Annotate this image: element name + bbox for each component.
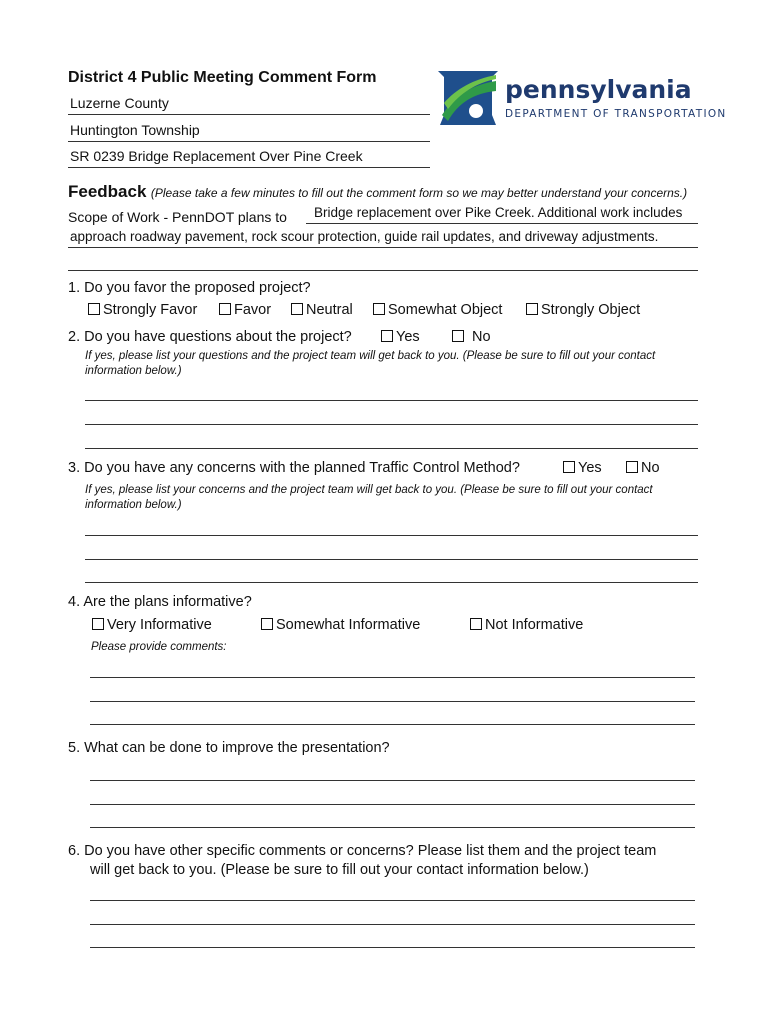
option-label: Neutral <box>306 302 353 318</box>
scope-label: Scope of Work - PennDOT plans to <box>68 209 287 225</box>
answer-line[interactable] <box>90 780 695 781</box>
q2-option-yes[interactable] <box>381 329 420 345</box>
divider <box>68 114 430 115</box>
checkbox-icon[interactable] <box>261 618 273 630</box>
q1-option-strongly-object[interactable] <box>526 302 640 318</box>
q3-option-no[interactable] <box>626 460 660 476</box>
q1-option-somewhat-object[interactable] <box>373 302 502 318</box>
checkbox-icon[interactable] <box>92 618 104 630</box>
answer-line[interactable] <box>90 804 695 805</box>
option-label: Strongly Object <box>541 302 641 318</box>
scope-field-line1[interactable]: Bridge replacement over Pike Creek. Additional work includes <box>314 205 683 220</box>
county-field[interactable]: Luzerne County <box>70 95 169 111</box>
checkbox-icon[interactable] <box>88 303 100 315</box>
question-6-line2: will get back to you. (Please be sure to fill out your contact information below.) <box>90 862 589 878</box>
question-2: 2. Do you have questions about the project? <box>68 329 352 345</box>
q4-option-very-informative[interactable] <box>92 617 212 633</box>
q2-note: If yes, please list your questions and the project team will get back to you. (Please be sure to fill out your contact information below.) <box>85 350 656 377</box>
feedback-heading <box>68 182 687 202</box>
q3-note: If yes, please list your concerns and the project team will get back to you. (Please be sure to fill out your contact information below.) <box>85 484 653 511</box>
answer-line[interactable] <box>85 448 698 449</box>
answer-line[interactable] <box>90 701 695 702</box>
option-label: Strongly Favor <box>103 302 198 318</box>
option-label: Yes <box>396 329 420 345</box>
option-label: Very Informative <box>107 617 212 633</box>
answer-line[interactable] <box>90 924 695 925</box>
q4-note: Please provide comments: <box>91 641 227 653</box>
option-label: No <box>641 460 660 476</box>
checkbox-icon[interactable] <box>563 461 575 473</box>
option-label: Not Informative <box>485 617 584 633</box>
q4-option-somewhat-informative[interactable] <box>261 617 420 633</box>
divider <box>68 141 430 142</box>
answer-line[interactable] <box>90 724 695 725</box>
answer-line[interactable] <box>85 400 698 401</box>
feedback-label: Feedback <box>68 182 147 201</box>
answer-line[interactable] <box>68 270 698 271</box>
scope-field-line2[interactable]: approach roadway pavement, rock scour protection, guide rail updates, and driveway adjustments. <box>70 229 659 244</box>
project-field[interactable]: SR 0239 Bridge Replacement Over Pine Creek <box>70 148 363 164</box>
answer-line[interactable] <box>85 582 698 583</box>
divider <box>306 223 698 224</box>
checkbox-icon[interactable] <box>291 303 303 315</box>
answer-line[interactable] <box>90 900 695 901</box>
option-label: Somewhat Object <box>388 302 503 318</box>
question-3: 3. Do you have any concerns with the planned Traffic Control Method? <box>68 460 520 476</box>
answer-line[interactable] <box>90 827 695 828</box>
checkbox-icon[interactable] <box>452 330 464 342</box>
option-label: Somewhat Informative <box>276 617 421 633</box>
option-label: No <box>472 329 491 345</box>
question-5: 5. What can be done to improve the presentation? <box>68 740 390 756</box>
checkbox-icon[interactable] <box>381 330 393 342</box>
keystone-logo-icon <box>436 67 500 127</box>
question-4: 4. Are the plans informative? <box>68 594 252 610</box>
feedback-instruction: (Please take a few minutes to fill out the comment form so we may better understand your concerns.) <box>150 186 688 200</box>
q2-option-no[interactable] <box>452 329 491 345</box>
divider <box>68 167 430 168</box>
logo-subtitle: DEPARTMENT OF TRANSPORTATION <box>505 108 727 120</box>
answer-line[interactable] <box>85 535 698 536</box>
checkbox-icon[interactable] <box>626 461 638 473</box>
question-1: 1. Do you favor the proposed project? <box>68 280 311 296</box>
q1-option-strongly-favor[interactable] <box>88 302 197 318</box>
logo-wordmark: pennsylvania <box>505 75 692 104</box>
q3-option-yes[interactable] <box>563 460 602 476</box>
checkbox-icon[interactable] <box>526 303 538 315</box>
township-field[interactable]: Huntington Township <box>70 122 200 138</box>
answer-line[interactable] <box>90 947 695 948</box>
checkbox-icon[interactable] <box>373 303 385 315</box>
answer-line[interactable] <box>85 559 698 560</box>
option-label: Favor <box>234 302 272 318</box>
q1-option-neutral[interactable] <box>291 302 353 318</box>
answer-line[interactable] <box>90 677 695 678</box>
divider <box>68 247 698 248</box>
q4-option-not-informative[interactable] <box>470 617 583 633</box>
form-title: District 4 Public Meeting Comment Form <box>68 69 377 86</box>
q1-option-favor[interactable] <box>219 302 271 318</box>
answer-line[interactable] <box>85 424 698 425</box>
option-label: Yes <box>578 460 602 476</box>
checkbox-icon[interactable] <box>470 618 482 630</box>
checkbox-icon[interactable] <box>219 303 231 315</box>
question-6-line1: 6. Do you have other specific comments or concerns? Please list them and the project team <box>68 843 657 859</box>
